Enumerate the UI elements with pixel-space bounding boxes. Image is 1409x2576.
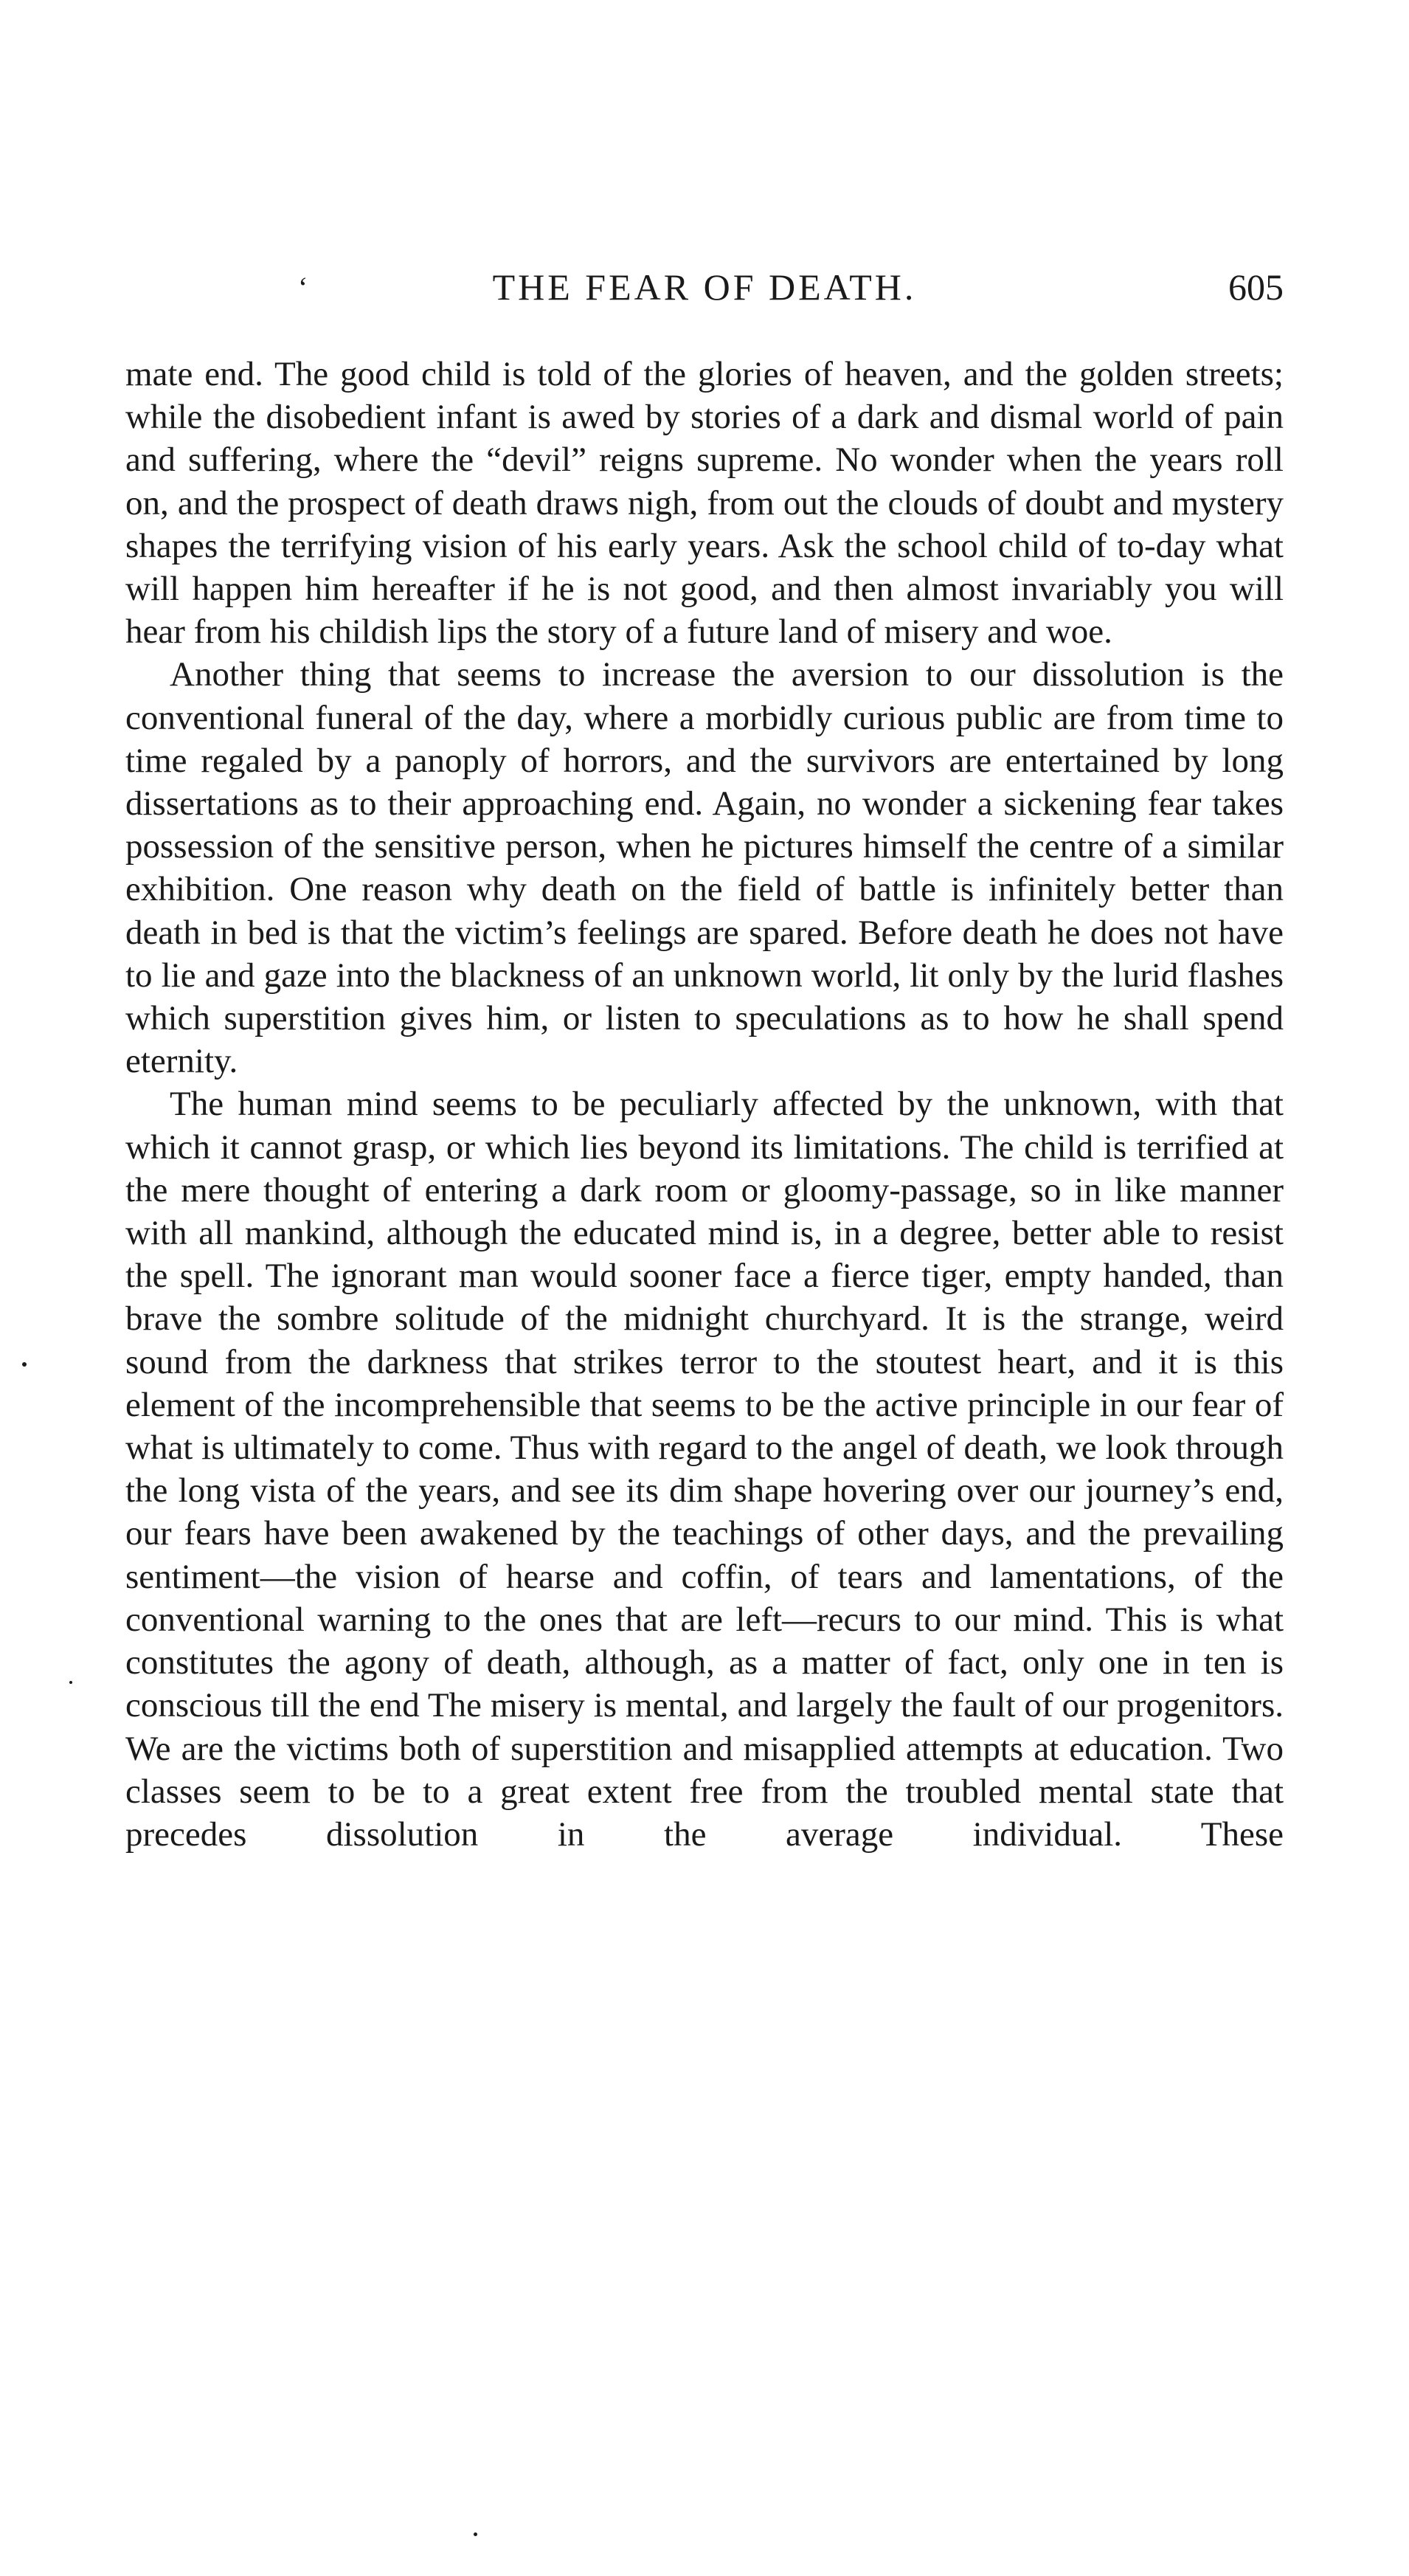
running-header xyxy=(125,266,1284,317)
paragraph: The human mind seems to be peculiarly affected by the unknown, with that which it cannot grasp, or which lies beyond its limitations. The child is terrified at the mere thought of entering a dark room or gloomy-passage, so in like manner with all mankind, although the educated mind is, in a degree, better able to resist the spell. The ignorant man would sooner face a fierce tiger, empty handed, than brave the sombre solitude of the midnight churchyard. It is the strange, weird sound from the darkness that strikes terror to the stoutest heart, and it is this element of the incomprehensible that seems to be the active principle in our fear of what is ultimately to come. Thus with regard to the angel of death, we look through the long vista of the years, and see its dim shape hovering over our journey’s end, our fears have been awakened by the teachings of other days, and the prevailing sentiment—the vision of hearse and coffin, of tears and lamentations, of the conventional warning to the ones that are left—recurs to our mind. This is what constitutes the agony of death, although, as a matter of fact, only one in ten is conscious till the end The misery is mental, and largely the fault of our progenitors. We are the victims both of superstition and misapplied attempts at education. Two classes seem to be to a great extent free from the troubled mental state that precedes dissolution in the average individual. These xyxy=(125,1085,1284,1854)
print-speck xyxy=(69,1681,72,1684)
body-text xyxy=(125,353,1284,1856)
page-number: 605 xyxy=(1228,266,1284,308)
print-speck xyxy=(474,2532,477,2536)
paragraph: Another thing that seems to increase the aversion to our dissolution is the conventional funeral of the day, where a morbidly curious public are from time to time regaled by a panoply of horrors, and the survivors are entertained by long dissertations as to their approaching end. Again, no wonder a sickening fear takes possession of the sensitive person, when he pictures himself the centre of a similar exhibition. One reason why death on the field of battle is infinitely better than death in bed is that the victim’s feelings are spared. Before death he does not have to lie and gaze into the blackness of an unknown world, lit only by the lurid flashes which superstition gives him, or listen to speculations as to how he shall spend eternity. xyxy=(125,655,1284,1081)
paragraph: mate end. The good child is told of the glories of heaven, and the golden streets; while the disobedient infant is awed by stories of a dark and dismal world of pain and suffering, where the “devil” reigns supreme. No wonder when the years roll on, and the prospect of death draws nigh, from out the clouds of doubt and mystery shapes the terrifying vision of his early years. Ask the school child of to-day what will happen him hereafter if he is not good, and then almost invariably you will hear from his childish lips the story of a future land of misery and woe. xyxy=(125,355,1284,652)
print-speck xyxy=(22,1362,27,1367)
running-title: THE FEAR OF DEATH. xyxy=(492,266,917,308)
header-mark: ‘ xyxy=(298,271,308,304)
